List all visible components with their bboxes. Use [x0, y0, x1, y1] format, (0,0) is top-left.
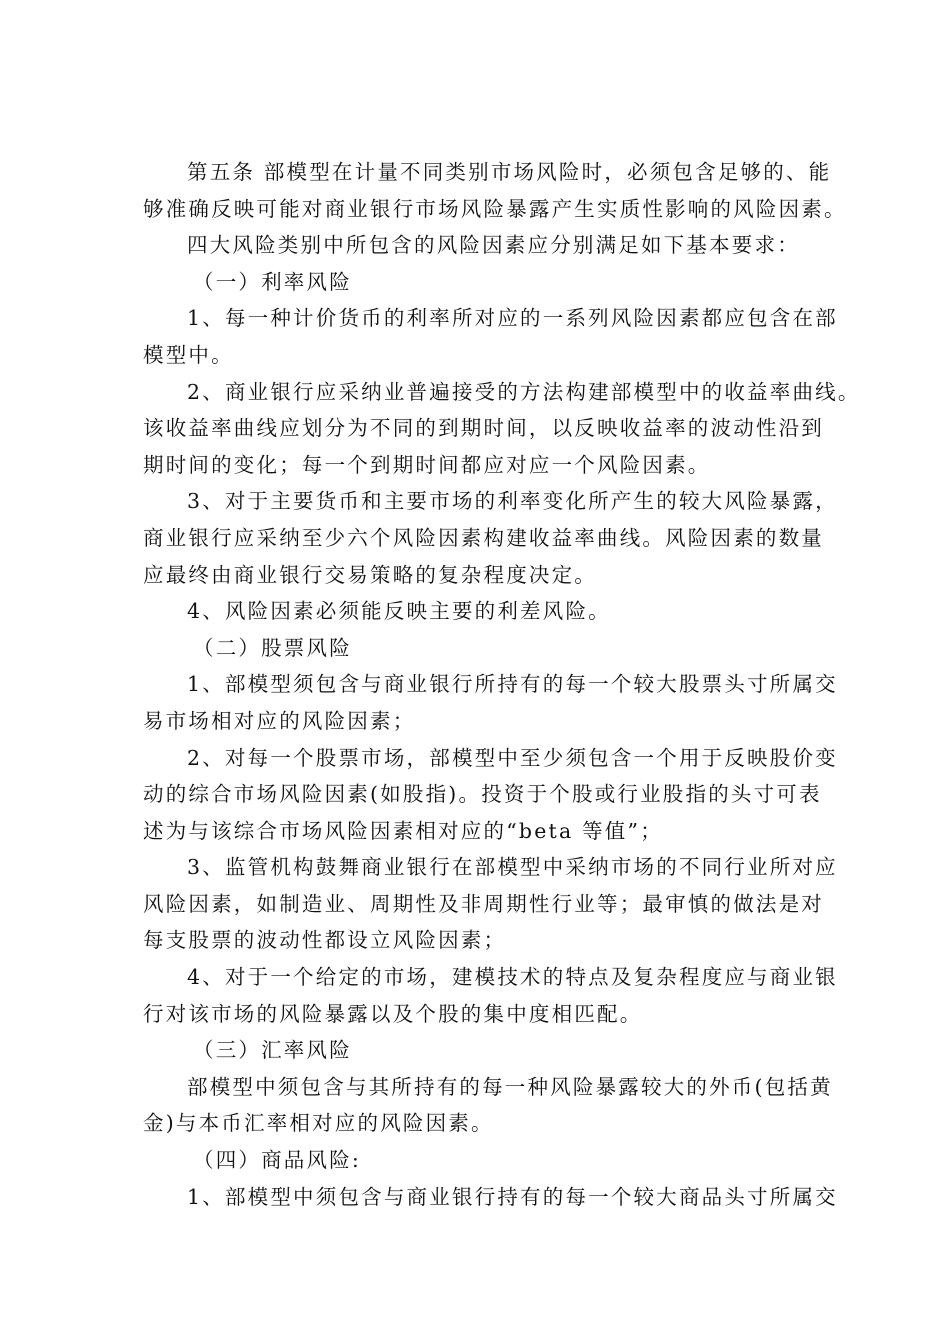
- article-five-line-2: 够准确反映可能对商业银行市场风险暴露产生实质性影响的风险因素。: [143, 196, 847, 221]
- document-body: [143, 154, 861, 1215]
- section-heading-interest-rate: （一）利率风险: [193, 269, 352, 294]
- paragraph-line: 商业银行应采纳至少六个风险因素构建收益率曲线。风险因素的数量: [143, 525, 824, 550]
- paragraph-line: 风险因素，如制造业、周期性及非周期性行业等；最审慎的做法是对: [143, 891, 824, 916]
- paragraph-line: 该收益率曲线应划分为不同的到期时间，以反映收益率的波动性沿到: [143, 416, 824, 441]
- paragraph-line: 行对该市场的风险暴露以及个股的集中度相匹配。: [143, 1001, 643, 1026]
- paragraph-line: 1、部模型须包含与商业银行所持有的每一个较大股票头寸所属交: [187, 672, 838, 697]
- paragraph-line: 1、每一种计价货币的利率所对应的一系列风险因素都应包含在部: [187, 306, 838, 331]
- paragraph-line: 3、对于主要货币和主要市场的利率变化所产生的较大风险暴露，: [187, 489, 838, 514]
- paragraph-line: 4、对于一个给定的市场，建模技术的特点及复杂程度应与商业银: [187, 965, 838, 990]
- paragraph-line: 部模型中须包含与其所持有的每一种风险暴露较大的外币(包括黄: [187, 1074, 833, 1099]
- section-heading-commodity: （四）商品风险:: [193, 1148, 362, 1173]
- paragraph-line: 模型中。: [143, 342, 234, 367]
- paragraph-line: 动的综合市场风险因素(如股指)。投资于个股或行业股指的头寸可表: [143, 782, 822, 807]
- paragraph-line: 每支股票的波动性都设立风险因素；: [143, 928, 507, 953]
- paragraph-line: 应最终由商业银行交易策略的复杂程度决定。: [143, 562, 597, 587]
- requirements-intro: 四大风险类别中所包含的风险因素应分别满足如下基本要求：: [187, 233, 800, 258]
- paragraph-line: 2、对每一个股票市场，部模型中至少须包含一个用于反映股价变: [187, 745, 838, 770]
- paragraph-line: 述为与该综合市场风险因素相对应的“beta 等值”；: [143, 818, 663, 843]
- paragraph-line: 期时间的变化；每一个到期时间都应对应一个风险因素。: [143, 452, 711, 477]
- paragraph-line: 3、监管机构鼓舞商业银行在部模型中采纳市场的不同行业所对应: [187, 855, 838, 880]
- paragraph-line: 4、风险因素必须能反映主要的利差风险。: [187, 599, 611, 624]
- section-heading-equity: （二）股票风险: [193, 635, 352, 660]
- paragraph-line: 金)与本币汇率相对应的风险因素。: [143, 1111, 494, 1136]
- paragraph-line: 1、部模型中须包含与商业银行持有的每一个较大商品头寸所属交: [187, 1184, 838, 1209]
- article-five-line-1: 第五条 部模型在计量不同类别市场风险时，必须包含足够的、能: [187, 160, 832, 184]
- section-heading-fx: （三）汇率风险: [193, 1038, 352, 1063]
- paragraph-line: 易市场相对应的风险因素；: [143, 708, 416, 733]
- paragraph-line: 2、商业银行应采纳业普遍接受的方法构建部模型中的收益率曲线。: [187, 379, 861, 404]
